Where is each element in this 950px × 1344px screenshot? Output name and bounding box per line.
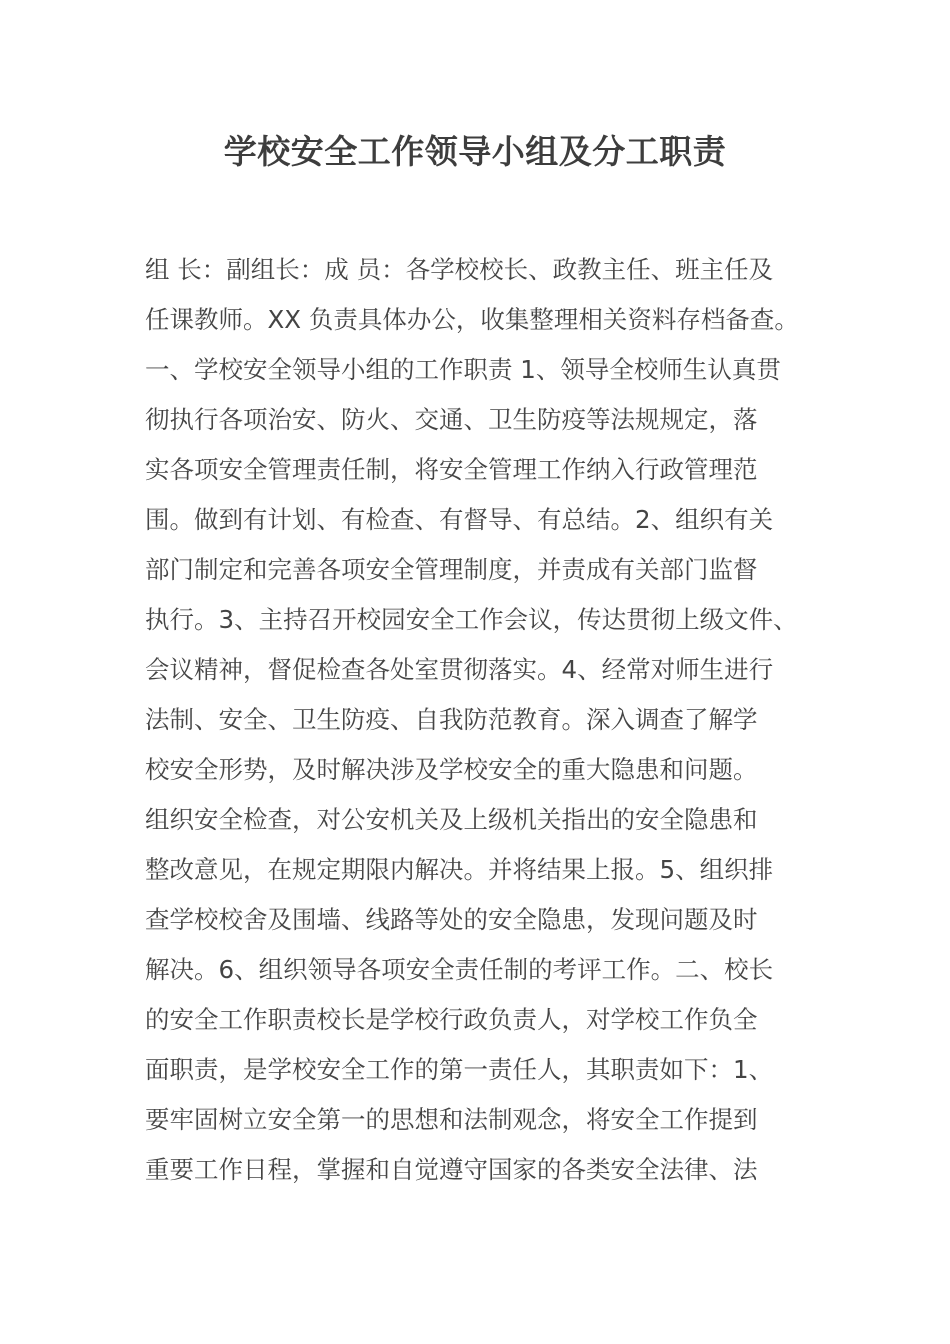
body-line: 面职责，是学校安全工作的第一责任人，其职责如下：1、 [145, 1055, 774, 1084]
body-line: 校安全形势，及时解决涉及学校安全的重大隐患和问题。 [145, 755, 758, 784]
document-body [145, 245, 845, 1195]
body-line: 法制、安全、卫生防疫、自我防范教育。深入调查了解学 [145, 705, 758, 734]
body-line: 组织安全检查，对公安机关及上级机关指出的安全隐患和 [145, 805, 758, 834]
body-line: 彻执行各项治安、防火、交通、卫生防疫等法规规定，落 [145, 405, 758, 434]
body-line: 整改意见，在规定期限内解决。并将结果上报。5、组织排 [145, 855, 774, 884]
body-line: 解决。6、组织领导各项安全责任制的考评工作。二、校长 [145, 955, 774, 984]
body-line: 组 长：副组长：成 员：各学校校长、政教主任、班主任及 [145, 255, 774, 284]
body-line: 实各项安全管理责任制，将安全管理工作纳入行政管理范 [145, 455, 758, 484]
body-line: 任课教师。XX 负责具体办公，收集整理相关资料存档备查。 [145, 305, 799, 334]
document-title: 学校安全工作领导小组及分工职责 [223, 132, 727, 171]
body-line: 要牢固树立安全第一的思想和法制观念，将安全工作提到 [145, 1105, 758, 1134]
body-line: 一、学校安全领导小组的工作职责 1、领导全校师生认真贯 [145, 355, 781, 384]
body-line: 重要工作日程，掌握和自觉遵守国家的各类安全法律、法 [145, 1155, 758, 1184]
body-line: 的安全工作职责校长是学校行政负责人，对学校工作负全 [145, 1005, 758, 1034]
body-line: 查学校校舍及围墙、线路等处的安全隐患，发现问题及时 [145, 905, 758, 934]
body-line: 围。做到有计划、有检查、有督导、有总结。2、组织有关 [145, 505, 774, 534]
body-line: 会议精神，督促检查各处室贯彻落实。4、经常对师生进行 [145, 655, 774, 684]
body-line: 部门制定和完善各项安全管理制度，并责成有关部门监督 [145, 555, 758, 584]
body-line: 执行。3、主持召开校园安全工作会议，传达贯彻上级文件、 [145, 605, 798, 634]
